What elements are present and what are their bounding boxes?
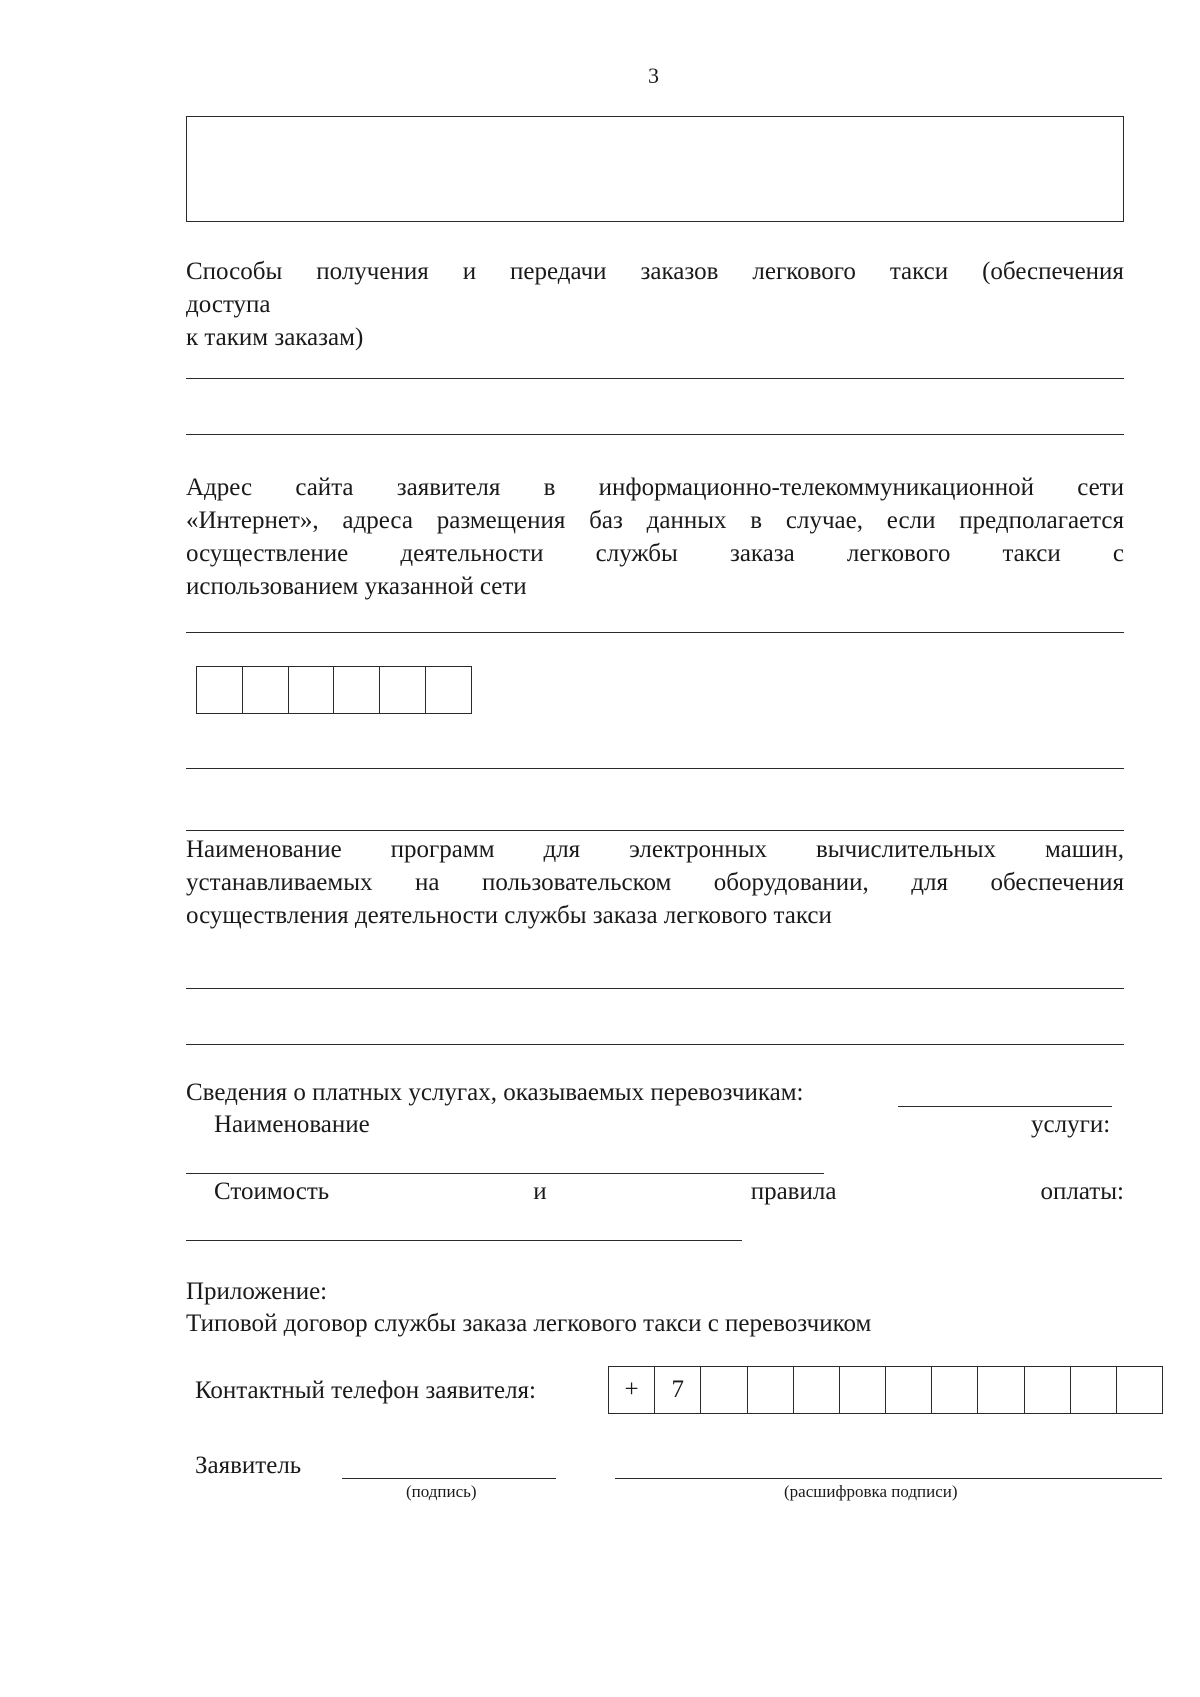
service-name-suffix: услуги: xyxy=(1031,1111,1111,1138)
code-cells-grid[interactable] xyxy=(196,666,472,714)
code-cell[interactable] xyxy=(334,667,380,713)
phone-digit-cell[interactable] xyxy=(1025,1367,1071,1413)
website-heading-line2: «Интернет», адреса размещения баз данных в случае, если предполагается xyxy=(186,507,1124,534)
website-heading-word: информационно-телекоммуникационной xyxy=(598,474,1034,501)
orders-heading-word: заказов xyxy=(640,258,719,285)
cost-rules-line xyxy=(214,1176,1124,1208)
software-heading-line1 xyxy=(186,834,1124,867)
empty-field-box[interactable] xyxy=(186,116,1124,222)
orders-heading-word: передачи xyxy=(510,258,607,285)
website-heading-word: осуществление xyxy=(186,540,349,567)
paid-services-intro: Сведения о платных услугах, оказываемых перевозчикам: xyxy=(186,1079,804,1106)
cost-rules-word: оплаты: xyxy=(1040,1178,1124,1205)
signature-caption: (подпись) xyxy=(406,1482,477,1501)
appendix-item: Типовой договор службы заказа легкового такси с перевозчиком xyxy=(186,1310,872,1337)
phone-digit-cell[interactable] xyxy=(886,1367,932,1413)
software-heading-word: вычислительных xyxy=(815,836,997,863)
code-cell[interactable] xyxy=(426,667,471,713)
phone-digit-cell[interactable] xyxy=(701,1367,747,1413)
phone-digit-cell[interactable] xyxy=(1071,1367,1117,1413)
code-cell[interactable] xyxy=(289,667,335,713)
website-heading-word: такси xyxy=(1002,540,1061,567)
code-cell[interactable] xyxy=(380,667,426,713)
software-heading-word: для xyxy=(543,836,581,863)
orders-heading-word: получения xyxy=(316,258,429,285)
phone-digit-cell[interactable] xyxy=(748,1367,794,1413)
software-answer-line-1[interactable] xyxy=(186,988,1124,989)
signature-decode-caption: (расшифровка подписи) xyxy=(784,1482,958,1501)
website-heading-word: сайта xyxy=(295,474,354,501)
orders-heading-word: (обеспечения xyxy=(982,258,1124,285)
software-heading-word: Наименование xyxy=(186,836,342,863)
cost-rules-word: Стоимость xyxy=(214,1178,330,1205)
page-number: 3 xyxy=(648,63,659,88)
website-heading-line3 xyxy=(186,538,1124,571)
website-heading-word: в xyxy=(543,474,556,501)
orders-heading-line1 xyxy=(186,256,1124,289)
website-heading-word: заявителя xyxy=(396,474,501,501)
software-heading-line3: осуществления деятельности службы заказа легкового такси xyxy=(186,902,832,929)
phone-label: Контактный телефон заявителя: xyxy=(195,1377,537,1404)
orders-heading-word: Способы xyxy=(186,258,283,285)
code-cell[interactable] xyxy=(243,667,289,713)
service-name-line[interactable] xyxy=(186,1173,824,1174)
website-heading-word: сети xyxy=(1077,474,1124,501)
phone-digit-cell[interactable] xyxy=(840,1367,886,1413)
software-heading-word: электронных xyxy=(629,836,768,863)
cost-rules-word: правила xyxy=(750,1178,837,1205)
software-answer-line-2[interactable] xyxy=(186,1044,1124,1045)
applicant-label: Заявитель xyxy=(195,1452,302,1479)
website-extra-line-2[interactable] xyxy=(186,830,1124,831)
appendix-label: Приложение: xyxy=(186,1278,328,1305)
phone-digit-cell[interactable] xyxy=(932,1367,978,1413)
website-heading-word: службы xyxy=(595,540,678,567)
orders-answer-line-1[interactable] xyxy=(186,378,1124,379)
software-heading-word: машин, xyxy=(1044,836,1124,863)
phone-digit-cell[interactable] xyxy=(978,1367,1024,1413)
cost-rules-word: и xyxy=(533,1178,547,1205)
signature-line[interactable] xyxy=(342,1478,556,1479)
phone-digit-cell[interactable]: 7 xyxy=(655,1367,701,1413)
website-heading-word: легкового xyxy=(846,540,951,567)
orders-heading-line2: доступа xyxy=(186,291,271,318)
orders-answer-line-2[interactable] xyxy=(186,434,1124,435)
website-heading-word: Адрес xyxy=(186,474,253,501)
website-heading-line1 xyxy=(186,472,1124,505)
website-heading-word: заказа xyxy=(729,540,795,567)
service-name-label: Наименование xyxy=(214,1111,370,1138)
code-cell[interactable] xyxy=(197,667,243,713)
signature-decode-line[interactable] xyxy=(615,1478,1162,1479)
phone-digit-cell[interactable]: + xyxy=(609,1367,655,1413)
phone-cells-grid[interactable] xyxy=(608,1366,1163,1414)
website-heading-word: деятельности xyxy=(400,540,544,567)
website-heading-word: с xyxy=(1112,540,1124,567)
cost-rules-answer-line[interactable] xyxy=(186,1240,742,1241)
paid-services-intro-line[interactable] xyxy=(898,1106,1112,1107)
orders-heading-word: такси xyxy=(889,258,949,285)
software-heading-word: программ xyxy=(390,836,495,863)
orders-heading-word: легкового xyxy=(752,258,856,285)
software-heading-line2: устанавливаемых на пользовательском оборудовании, для обеспечения xyxy=(186,869,1124,896)
phone-digit-cell[interactable] xyxy=(1117,1367,1162,1413)
phone-digit-cell[interactable] xyxy=(794,1367,840,1413)
website-heading-line4: использованием указанной сети xyxy=(186,573,527,600)
website-extra-line-1[interactable] xyxy=(186,768,1124,769)
orders-heading-word: и xyxy=(462,258,477,285)
website-answer-line[interactable] xyxy=(186,632,1124,633)
orders-heading-line3: к таким заказам) xyxy=(186,324,364,351)
